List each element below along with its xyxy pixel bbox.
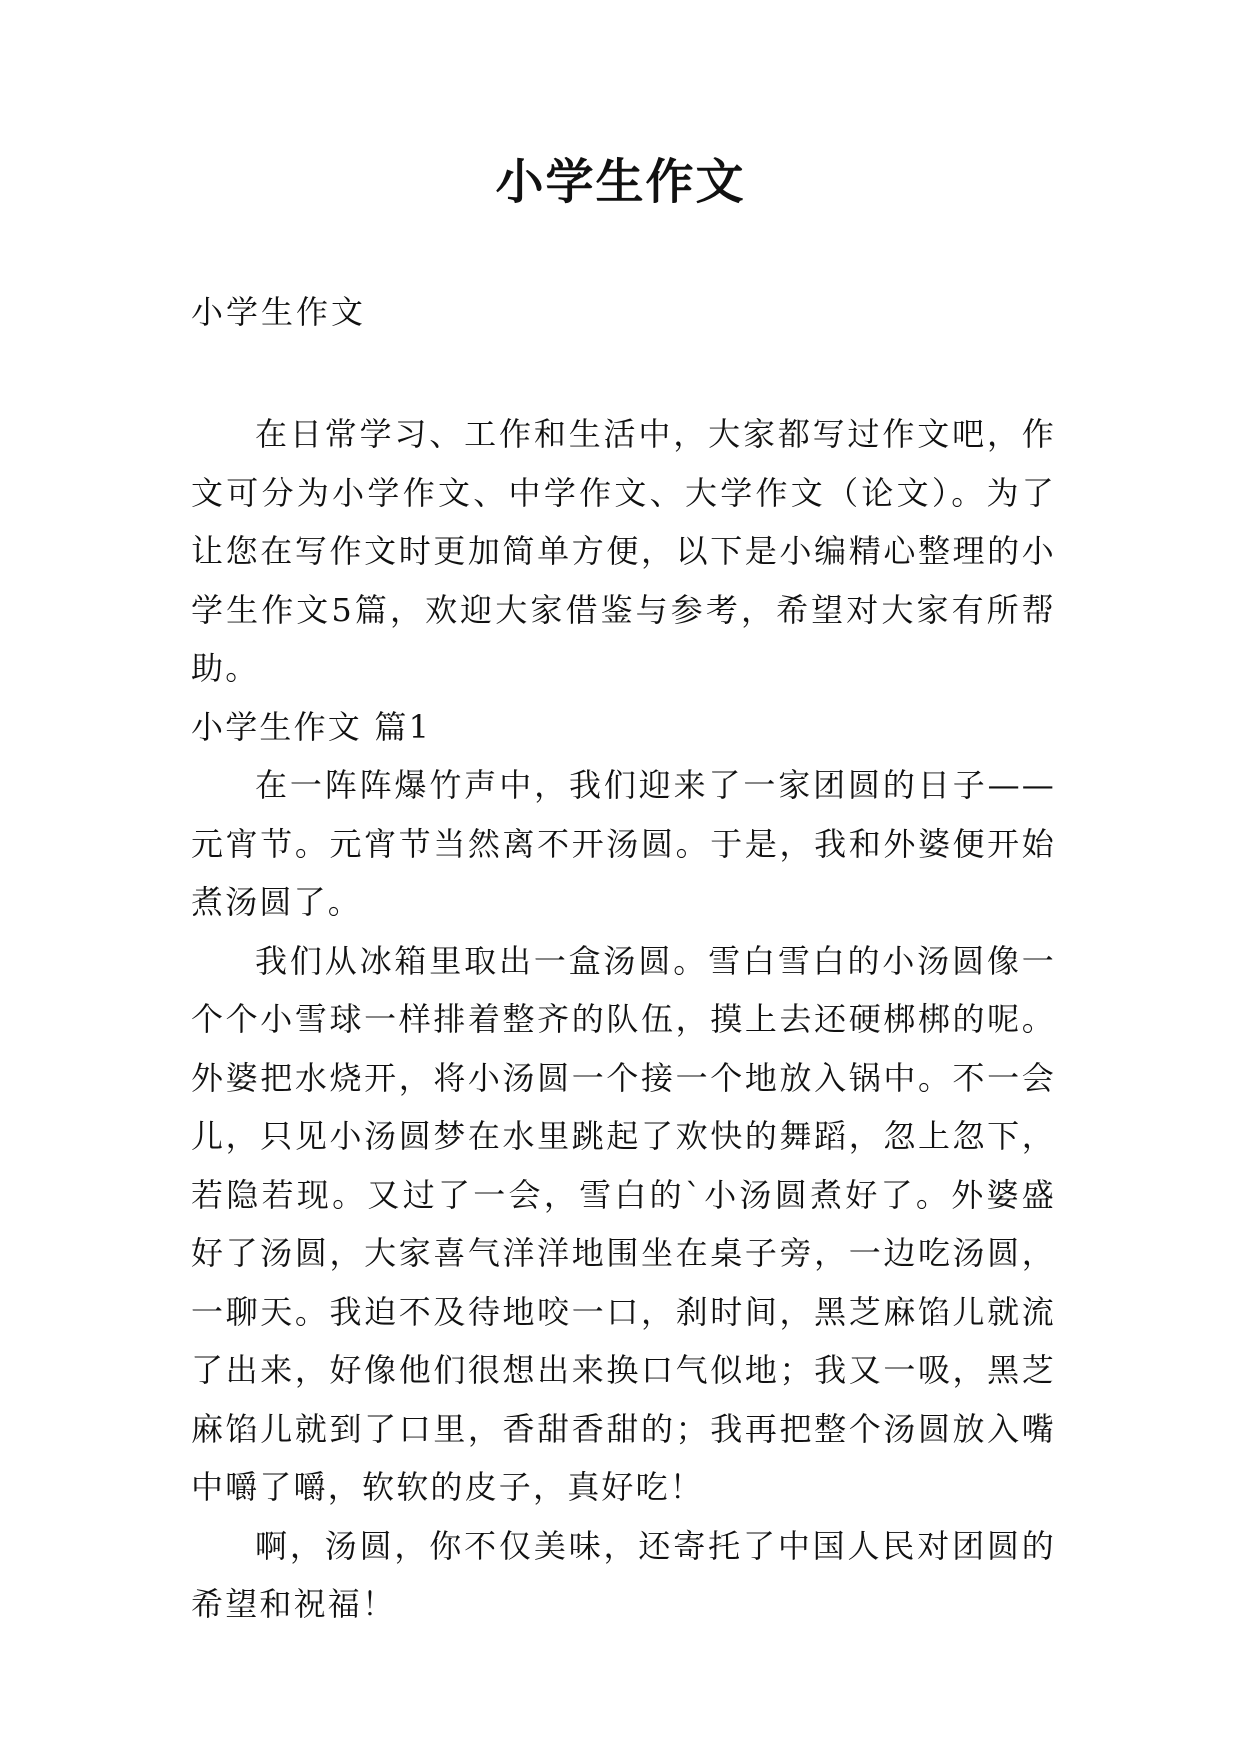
section-heading: 小学生作文 篇1 [191, 707, 432, 746]
document-body [191, 405, 1056, 1634]
intro-paragraph: 在日常学习、工作和生活中，大家都写过作文吧，作文可分为小学作文、中学作文、大学作文（论文）。为了让您在写作文时更加简单方便，以下是小编精心整理的小学生作文5篇，欢迎大家借鉴与参考，希望对大家有所帮助。 [191, 415, 1056, 687]
document-title: 小学生作文 [495, 154, 746, 210]
essay-paragraph-1: 在一阵阵爆竹声中，我们迎来了一家团圆的日子——元宵节。元宵节当然离不开汤圆。于是，我和外婆便开始煮汤圆了。 [191, 766, 1056, 921]
essay-paragraph-2: 我们从冰箱里取出一盒汤圆。雪白雪白的小汤圆像一个个小雪球一样排着整齐的队伍，摸上去还硬梆梆的呢。外婆把水烧开，将小汤圆一个接一个地放入锅中。不一会儿，只见小汤圆梦在水里跳起了欢快的舞蹈，忽上忽下，若隐若现。又过了一会，雪白的`小汤圆煮好了。外婆盛好了汤圆，大家喜气洋洋地围坐在桌子旁，一边吃汤圆，一聊天。我迫不及待地咬一口，刹时间，黑芝麻馅儿就流了出来，好像他们很想出来换口气似地；我又一吸，黑芝麻馅儿就到了口里，香甜香甜的；我再把整个汤圆放入嘴中嚼了嚼，软软的皮子，真好吃！ [191, 941, 1056, 1506]
essay-paragraph-3: 啊，汤圆，你不仅美味，还寄托了中国人民对团圆的希望和祝福！ [191, 1526, 1056, 1623]
document-subtitle: 小学生作文 [191, 293, 367, 331]
